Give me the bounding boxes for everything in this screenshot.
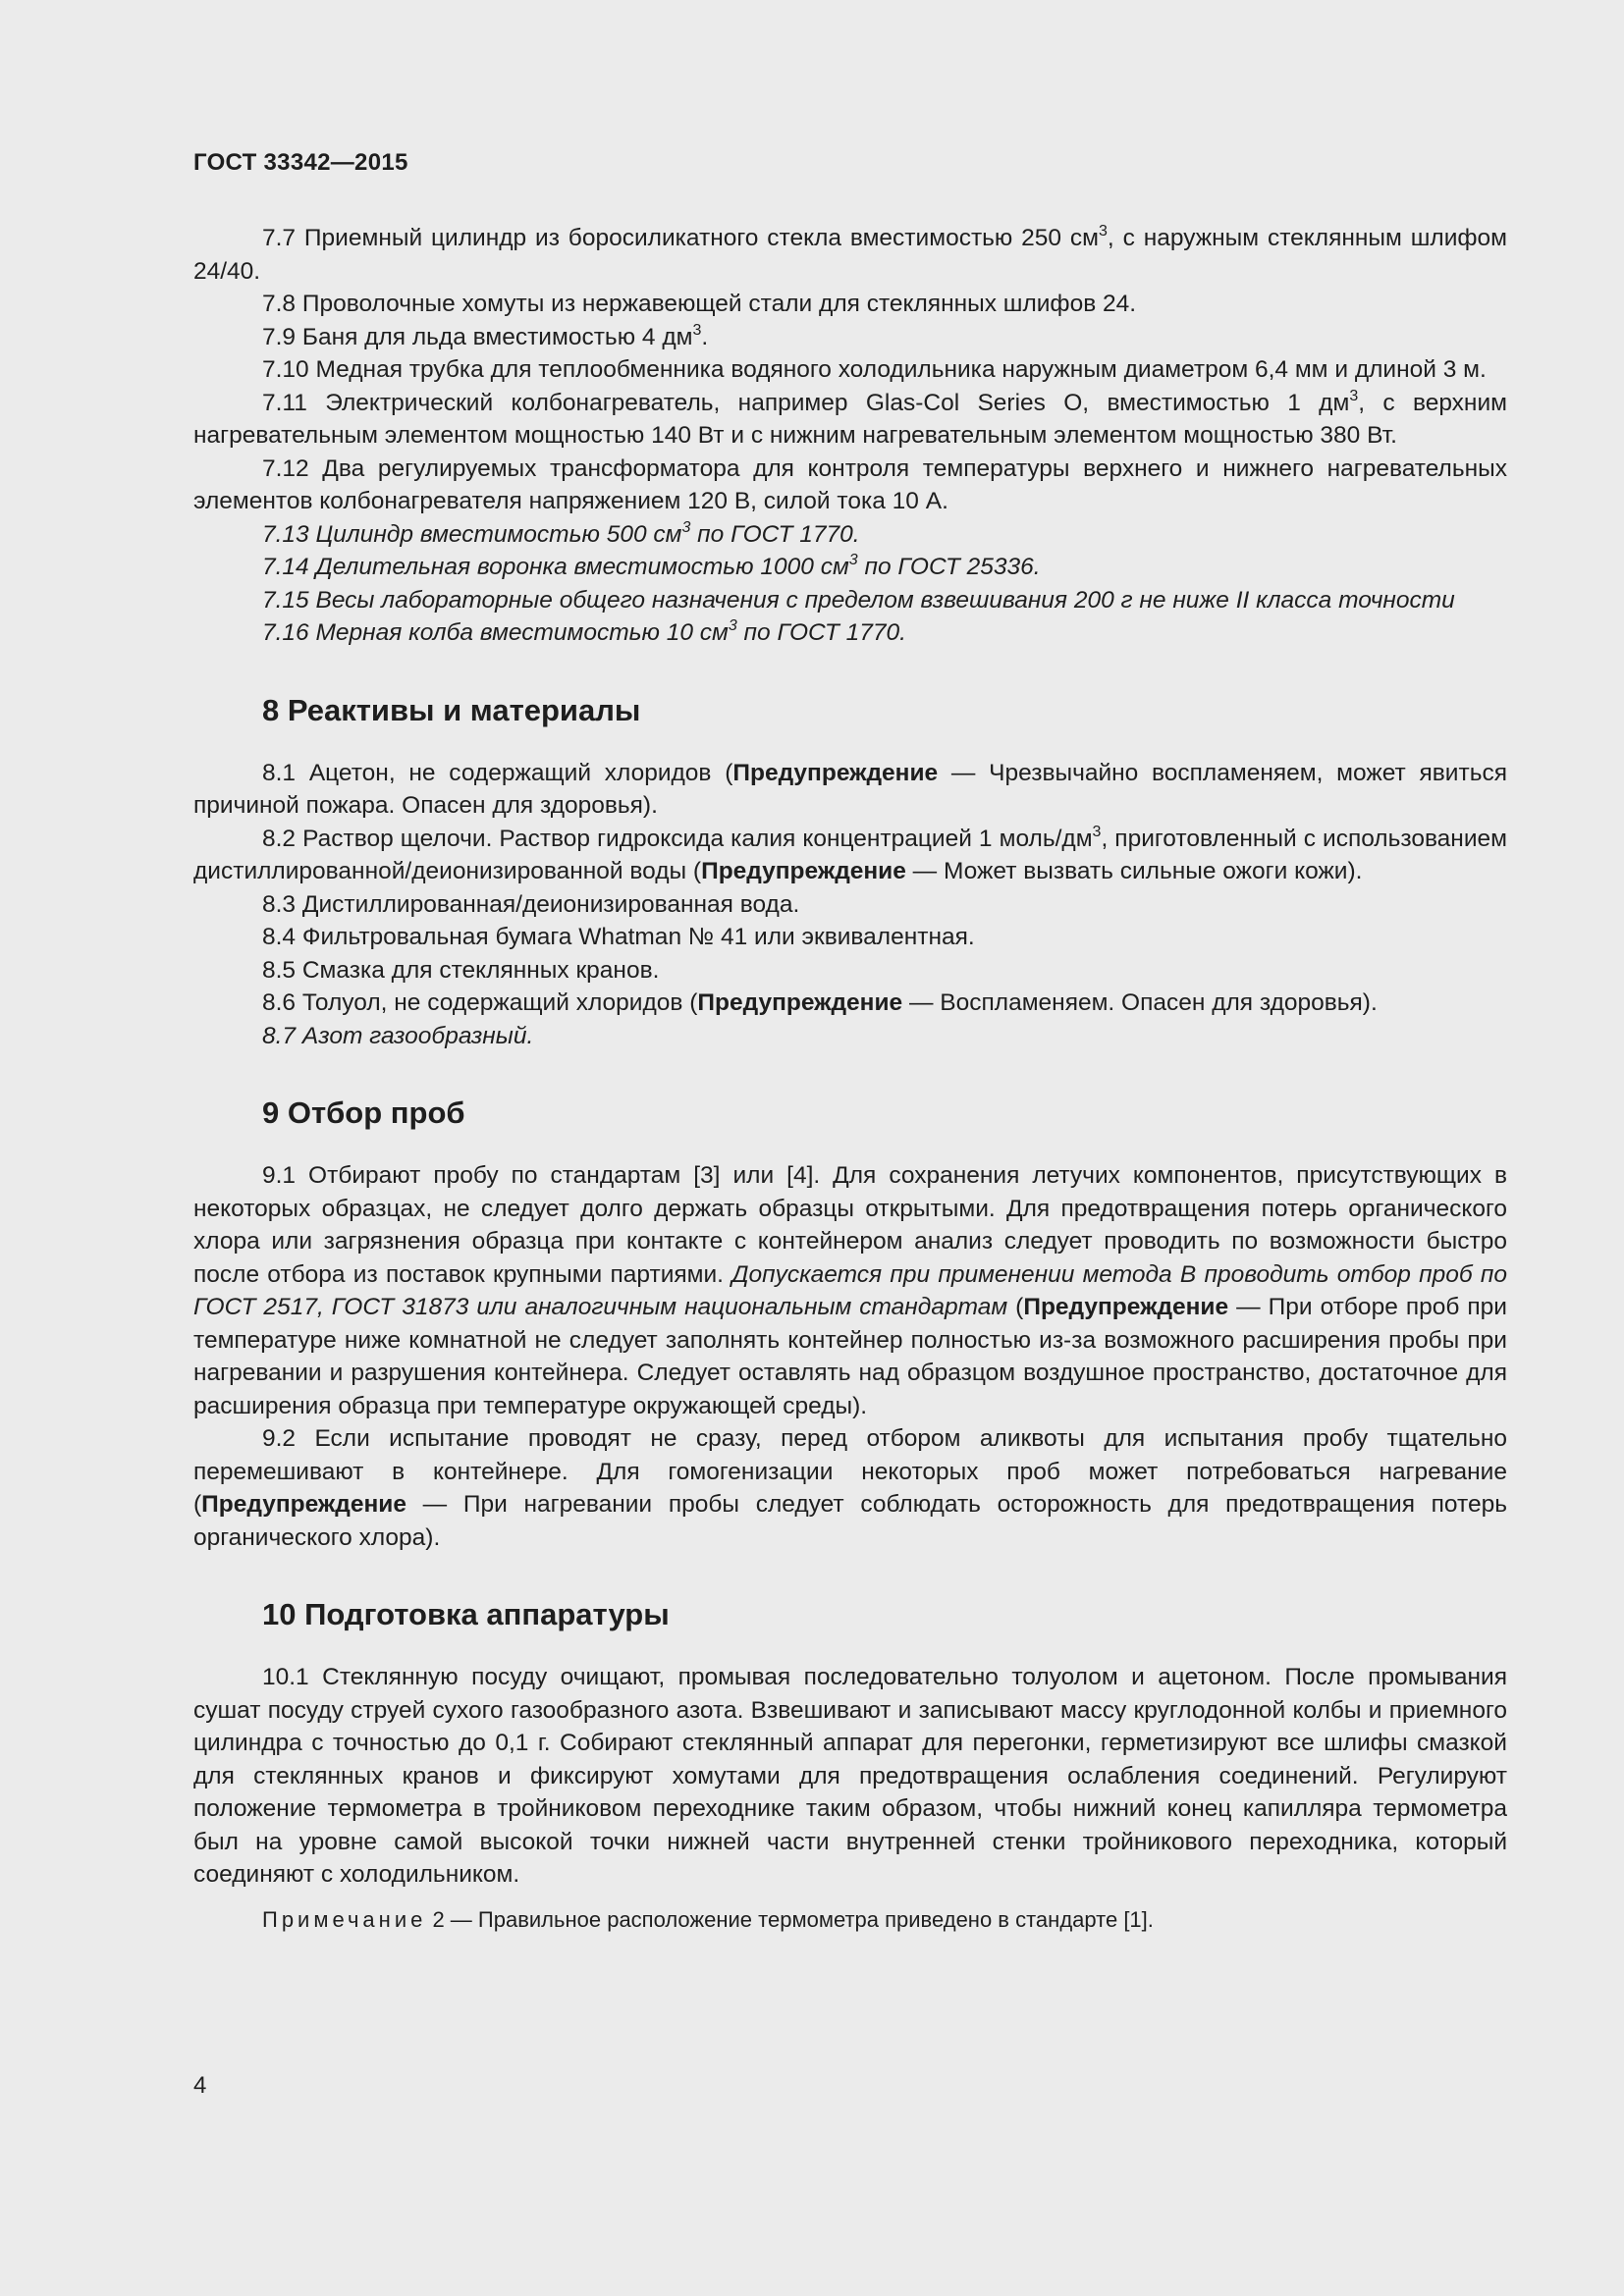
clause-text: — При нагревании пробы следует соблюдать осторожность для предотвращения потерь органического хлора). [193, 1491, 1507, 1551]
clause-text: , приготовленный с использованием дистиллированной/деионизированной воды ( [193, 825, 1507, 884]
section-heading-10: 10 Подготовка аппаратуры [262, 1597, 670, 1631]
clause-8-1 [193, 757, 1507, 823]
warning-label: Предупреждение [732, 759, 939, 786]
clause-10-1: 10.1 Стеклянную посуду очищают, промывая последовательно толуолом и ацетоном. После промывания сушат посуду струей сухого газообразного азота. Взвешивают и записывают массу круглодонной колбы и приемного цилиндра с точностью до 0,1 г. Собирают стеклянный аппарат для перегонки, герметизируют все шлифы смазкой для стеклянных кранов и фиксируют хомутами для предотвращения ослабления соединений. Регулируют положение термометра в тройниковом переходнике таким образом, чтобы нижний конец капилляра термометра был на уровне самой высокой точки нижней части внутренней стенки тройникового переходника, который соединяют с холодильником. [193, 1664, 1507, 1888]
clause-text: , с верхним нагревательным элементом мощностью 140 Вт и с нижним нагревательным элементом мощностью 380 Вт. [193, 389, 1507, 449]
clause-text: ( [1007, 1294, 1024, 1320]
superscript: 3 [1092, 823, 1102, 840]
note-2 [193, 1903, 1507, 1937]
clause-7-7 [193, 222, 1507, 288]
superscript: 3 [681, 518, 691, 536]
clause-7-14 [193, 551, 1507, 584]
clause-text: 7.13 Цилиндр вместимостью 500 см [262, 520, 682, 548]
clause-8-2 [193, 823, 1507, 888]
clause-8-3: 8.3 Дистиллированная/деионизированная вода. [262, 890, 800, 918]
superscript: 3 [1349, 387, 1359, 404]
clause-text: 8.6 Толуол, не содержащий хлоридов ( [262, 989, 698, 1016]
clause-7-12: 7.12 Два регулируемых трансформатора для контроля температуры верхнего и нижнего нагревательных элементов колбонагревателя напряжением 120 В, силой тока 10 А. [193, 454, 1507, 514]
note-text: 2 — Правильное расположение термометра приведено в стандарте [1]. [426, 1906, 1154, 1932]
clause-text: — Может вызвать сильные ожоги кожи). [905, 858, 1363, 884]
clause-text: — Чрезвычайно воспламеняем, может явиться причиной пожара. Опасен для здоровья). [193, 759, 1507, 819]
warning-label: Предупреждение [697, 989, 903, 1016]
clause-text: — При отборе проб при температуре ниже комнатной не следует заполнять контейнер полностью из-за возможного расширения пробы при нагревании и разрушения контейнера. Следует оставлять над образцом воздушное пространство, достаточное для расширения образца при температуре окружающей среды). [193, 1294, 1507, 1419]
clause-text: . [701, 323, 709, 350]
clause-9-2 [193, 1422, 1507, 1554]
clause-text: 7.14 Делительная воронка вместимостью 1000 см [262, 554, 849, 580]
clause-8-6 [193, 987, 1507, 1020]
warning-label: Предупреждение [701, 858, 906, 884]
note-label: Примечание [262, 1906, 427, 1932]
clause-text: 7.11 Электрический колбонагреватель, например Glas-Col Series O, вместимостью 1 дм [262, 389, 1350, 416]
clause-text: по ГОСТ 1770. [736, 619, 906, 646]
superscript: 3 [728, 617, 737, 634]
clause-text: по ГОСТ 1770. [690, 520, 860, 548]
superscript: 3 [1099, 223, 1108, 240]
clause-text: 9.1 Отбирают пробу по стандартам [3] или [4]. Для сохранения летучих компонентов, присутствующих в некоторых образцах, не следует долго держать образцы открытыми. Для предотвращения потерь органического хлора или загрязнения образца при контакте с контейнером анализ следует проводить по возможности быстро после отбора из поставок крупными партиями. [193, 1162, 1507, 1288]
clause-text: 7.7 Приемный цилиндр из боросиликатного стекла вместимостью 250 см [262, 225, 1100, 251]
page-number: 4 [193, 2072, 207, 2099]
clause-7-15: 7.15 Весы лабораторные общего назначения с пределом взвешивания 200 г не ниже II класса точности [262, 586, 1455, 614]
clause-8-7: 8.7 Азот газообразный. [262, 1022, 534, 1049]
clause-text: — Воспламеняем. Опасен для здоровья). [902, 989, 1378, 1016]
clause-text: 8.2 Раствор щелочи. Раствор гидроксида калия концентрацией 1 моль/дм [262, 825, 1093, 852]
clause-8-4: 8.4 Фильтровальная бумага Whatman № 41 или эквивалентная. [262, 924, 975, 950]
clause-7-13 [193, 518, 1507, 552]
clause-9-1 [193, 1159, 1507, 1422]
warning-label: Предупреждение [201, 1491, 406, 1518]
clause-text: , с наружным стеклянным шлифом 24/40. [193, 225, 1508, 285]
clause-8-5: 8.5 Смазка для стеклянных кранов. [262, 956, 660, 984]
section-heading-8: 8 Реактивы и материалы [262, 692, 641, 727]
clause-text: 7.16 Мерная колба вместимостью 10 см [262, 619, 729, 646]
superscript: 3 [692, 321, 702, 339]
document-header: ГОСТ 33342—2015 [193, 149, 408, 176]
clause-7-16 [193, 616, 1507, 650]
document-body [193, 222, 1507, 1936]
clause-7-8: 7.8 Проволочные хомуты из нержавеющей стали для стеклянных шлифов 24. [262, 291, 1137, 317]
superscript: 3 [848, 552, 858, 568]
clause-7-11 [193, 387, 1507, 453]
clause-italic-text: Допускается при применении метода B проводить отбор проб по ГОСТ 2517, ГОСТ 31873 или аналогичным национальным стандартам [193, 1260, 1507, 1320]
clause-text: 7.9 Баня для льда вместимостью 4 дм [262, 323, 693, 350]
section-heading-9: 9 Отбор проб [262, 1095, 465, 1130]
clause-text: по ГОСТ 25336. [857, 554, 1041, 580]
clause-7-9 [193, 321, 1507, 354]
warning-label: Предупреждение [1023, 1294, 1229, 1320]
clause-text: 8.1 Ацетон, не содержащий хлоридов ( [262, 759, 733, 786]
clause-7-10: 7.10 Медная трубка для теплообменника водяного холодильника наружным диаметром 6,4 мм и длиной 3 м. [262, 356, 1487, 383]
clause-text: 9.2 Если испытание проводят не сразу, перед отбором аликвоты для испытания пробу тщательно перемешивают в контейнере. Для гомогенизации некоторых проб может потребоваться нагревание ( [193, 1425, 1507, 1518]
